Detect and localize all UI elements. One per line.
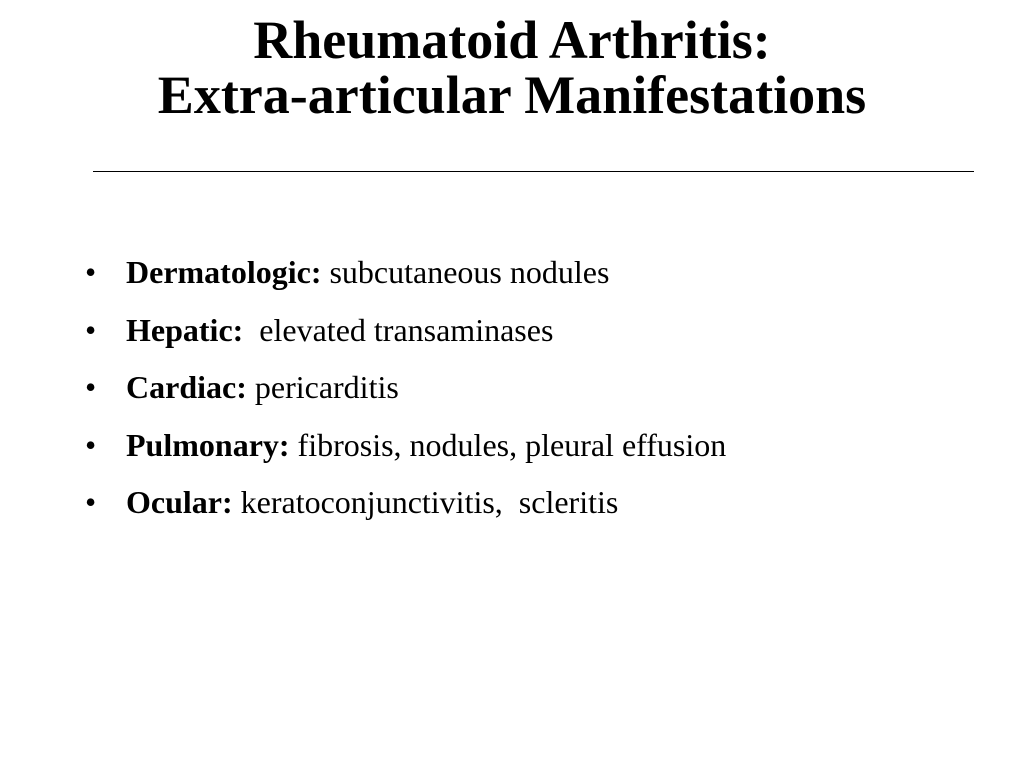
title-line-2: Extra-articular Manifestations [157,65,867,125]
list-item-dermatologic [85,248,985,306]
bullet-term: Pulmonary: [126,426,290,463]
bullet-term: Dermatologic: [126,254,322,290]
bullet-description: pericarditis [246,369,399,405]
bullet-icon: • [85,311,97,348]
bullet-term: Hepatic: [126,311,244,348]
list-item-cardiac [85,363,985,421]
bullet-description: fibrosis, nodules, pleural effusion [289,426,727,463]
bullet-term: Ocular: [126,484,233,520]
bullet-text [126,363,399,411]
bullet-description: subcutaneous nodules [321,254,610,290]
list-item-ocular [85,478,985,536]
bullet-text [126,248,609,296]
bullet-description: elevated transaminases [243,311,554,348]
bullet-term: Cardiac: [126,369,247,405]
list-item-pulmonary [85,421,985,479]
bullet-icon: • [85,484,97,520]
bullet-text [126,421,726,469]
bullet-icon: • [85,426,97,463]
bullet-icon: • [85,369,97,405]
slide-title [0,10,1024,125]
bullet-description: keratoconjunctivitis, scleritis [232,484,619,520]
bullet-icon: • [85,254,97,290]
title-line-1: Rheumatoid Arthritis: [253,10,771,70]
bullet-text [126,306,553,354]
bullet-list [85,248,985,536]
bullet-text [126,478,618,526]
list-item-hepatic [85,306,985,364]
title-divider [93,171,974,172]
